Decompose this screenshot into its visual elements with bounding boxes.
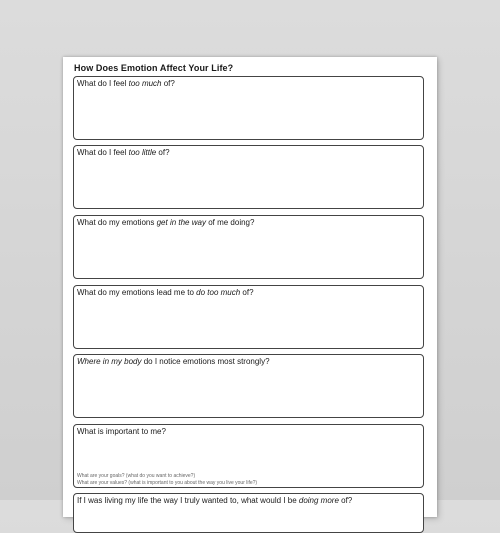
hint-goals: What are your goals? (what do you want to achieve?) (77, 473, 196, 479)
worksheet-title: How Does Emotion Affect Your Life? (74, 63, 234, 73)
answer-box-feel-too-much[interactable] (73, 76, 424, 140)
answer-box-do-too-much[interactable] (73, 285, 424, 349)
answer-box-get-in-the-way[interactable] (73, 215, 424, 279)
question-label: What do my emotions lead me to do too much of? (77, 288, 254, 297)
question-label: If I was living my life the way I truly wanted to, what would I be doing more of? (77, 496, 353, 505)
answer-box-feel-too-little[interactable] (73, 145, 424, 209)
question-label: What do my emotions get in the way of me doing? (77, 218, 255, 227)
hint-values: What are your values? (what is important to you about the way you live your life?) (77, 480, 258, 486)
question-label: What do I feel too much of? (77, 79, 175, 88)
question-label: What is important to me? (77, 427, 166, 436)
answer-box-living-truly[interactable] (73, 493, 424, 533)
question-label: What do I feel too little of? (77, 148, 170, 157)
question-label: Where in my body do I notice emotions most strongly? (77, 357, 270, 366)
answer-box-important[interactable] (73, 424, 424, 488)
worksheet-page (63, 57, 437, 517)
answer-box-body-emotions[interactable] (73, 354, 424, 418)
